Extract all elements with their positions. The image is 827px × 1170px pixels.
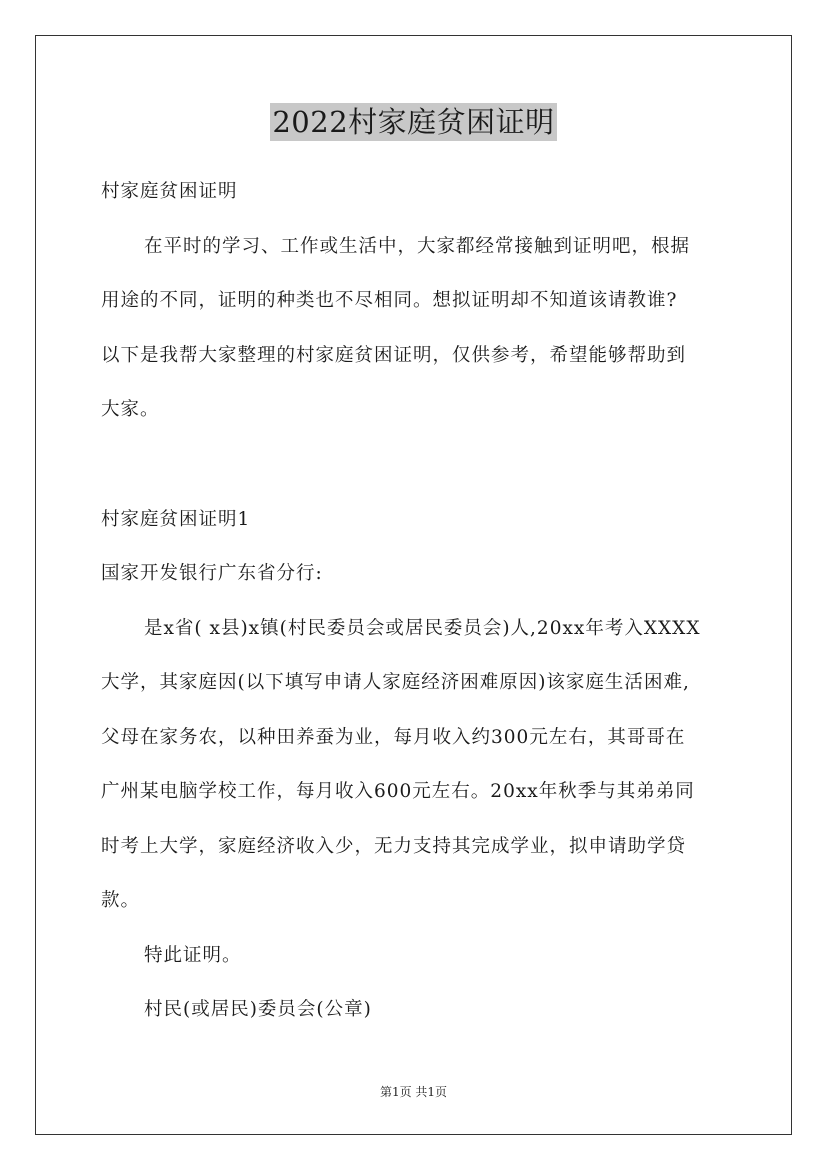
body-line: 大学，其家庭因(以下填写申请人家庭经济困难原因)该家庭生活困难, [101,672,690,693]
paragraph-gap [101,445,741,500]
intro-line: 以下是我帮大家整理的村家庭贫困证明，仅供参考，希望能够帮助到 [101,344,687,366]
intro-line: 在平时的学习、工作或生活中，大家都经常接触到证明吧，根据 [144,235,691,257]
body-line: 广州某电脑学校工作，每月收入600元左右。20xx年秋季与其弟弟同 [101,781,695,802]
body-line: 是x省( x县)x镇(村民委员会或居民委员会)人,20xx年考入XXXX [144,617,701,639]
signature-line: 村民(或居民)委员会(公章) [144,999,372,1020]
subtitle: 村家庭贫困证明 [101,181,238,202]
document-title: 2022村家庭贫困证明 [272,105,555,139]
body-line: 时考上大学，家庭经济收入少，无力支持其完成学业，拟申请助学贷 [101,835,687,857]
section-heading: 村家庭贫困证明1 [101,508,251,530]
intro-line: 大家。 [101,399,160,420]
closing-statement: 特此证明。 [144,944,242,966]
body-line: 款。 [101,890,141,911]
title-container [0,103,827,141]
addressee: 国家开发银行广东省分行: [101,563,323,584]
page-footer: 第1页 共1页 [379,1085,448,1099]
body-line: 父母在家务农，以种田养蚕为业，每月收入约300元左右，其哥哥在 [101,726,686,748]
intro-line: 用途的不同，证明的种类也不尽相同。想拟证明却不知道该请教谁? [101,290,678,311]
document-body [101,172,741,1045]
